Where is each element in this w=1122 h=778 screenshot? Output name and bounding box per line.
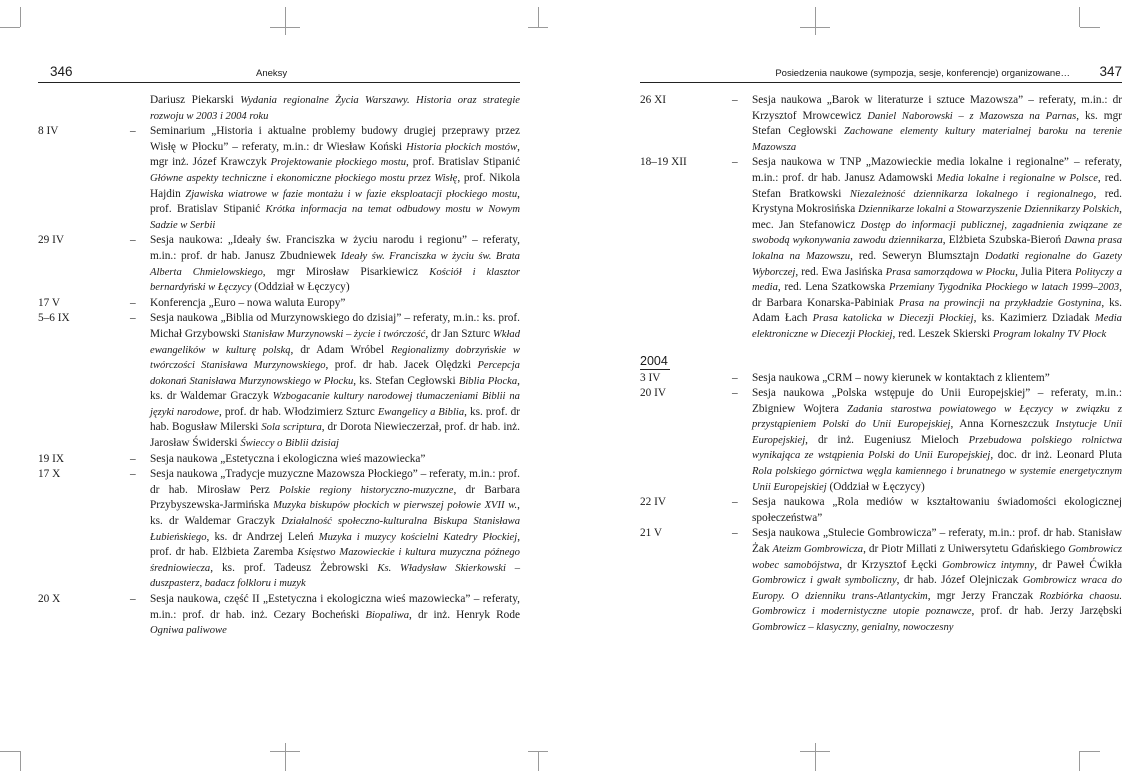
entry-text: Dariusz Piekarski Wydania regionalne Życia Warszawy. Historia oraz strategie rozwoju w 2003 i 2004 roku	[150, 94, 520, 122]
list-item	[640, 526, 1122, 635]
entry-text: Konferencja „Euro – nowa waluta Europy”	[150, 296, 346, 309]
paper-title: Prasa samorządowa w Płocku	[885, 266, 1016, 278]
list-item	[38, 592, 520, 639]
crop-mark	[20, 751, 21, 771]
entry-text: Sesja naukowa „Tradycje muzyczne Mazowsza Płockiego” – referaty, m.in.: prof. dr hab. Mirosław Perz Polskie regiony historyczno-muzyczne, dr Barbara Przybyszewska-Jarmińska Muzyka biskupów płockich w pierwszej połowie XVII w., ks. dr Waldemar Graczyk Działalność społeczno-kulturalna Biskupa Stanisława Łubieńskiego, ks. dr Andrzej Leleń Muzyka i muzycy kościelni Katedry Płockiej, prof. dr hab. Elżbieta Zaremba Księstwo Mazowieckie i kultura muzyczna późnego średniowiecza, ks. prof. Tadeusz Żebrowski Ks. Władysław Skierkowski – duszpasterz, badacz folkloru i muzyk	[150, 468, 521, 590]
paper-title: Gombrowicz wobec samobójstwa	[752, 544, 1122, 571]
paper-title: Gombrowicz intymny	[942, 559, 1035, 571]
entry-date: 21 V	[640, 527, 663, 540]
paper-title: Rola polskiego górnictwa węgla kamiennego i brunatnego w systemie energetycznym Unii Europejskiej	[752, 466, 1122, 493]
list-item	[38, 467, 520, 592]
paper-title: Rozbiórka chaosu. Gombrowicz i modernistyczne utopie poznawcze	[752, 590, 1122, 618]
running-head-text: Posiedzenia naukowe (sympozja, sesje, konferencje) organizowane…	[775, 68, 1070, 79]
paper-title: Biopaliwa	[365, 609, 410, 621]
paper-title: Polskie regiony historyczno-muzyczne	[279, 484, 454, 496]
list-item	[38, 93, 520, 124]
entry-dash: –	[130, 468, 136, 481]
entry-date: 5–6 IX	[38, 312, 70, 325]
paper-title: Daniel Naborowski – z Mazowsza na Parnas	[867, 110, 1077, 122]
crop-mark	[528, 27, 548, 28]
entry-text: Sesja naukowa „Biblia od Murzynowskiego do dzisiaj” – referaty, m.in.: ks. prof. Michał Grzybowski Stanisław Murzynowski – życie i twórczość, dr Jan Szturc Wkład ewangelików w kulturę polską, dr Adam Wróbel Regionalizmy dobrzyńskie w twórczości Stanisława Murzynowskiego, prof. dr hab. Jacek Olędzki Percepcja dokonań Stanisława Murzynowskiego w Płocku, ks. Stefan Cegłowski Biblia Płocka, ks. dr Waldemar Graczyk Wzbogacanie kultury narodowej tłumaczeniami Biblii na języki narodowe, prof. dr hab. Włodzimierz Szturc Ewangelicy a Biblia, ks. prof. dr hab. Bogusław Milerski Sola scriptura, dr Dorota Niewieczerzał, prof. dr hab. inż. Jarosław Świderski Świeccy o Biblii dzisiaj	[150, 312, 520, 450]
entry-dash: –	[732, 156, 738, 169]
entry-dash: –	[732, 527, 738, 540]
list-item	[640, 155, 1122, 342]
entry-text: Sesja naukowa „Stulecie Gombrowicza” – referaty, m.in.: prof. dr hab. Stanisław Żak Ateizm Gombrowicza, dr Piotr Millati z Uniwersytetu Gdańskiego Gombrowicz wobec samobójstwa, dr Krzysztof Łęcki Gombrowicz intymny, dr Paweł Ćwikła Gombrowicz i gwałt symboliczny, dr hab. Józef Olejniczak Gombrowicz wraca do Europy. O dzienniku trans-Atlantyckim, mgr Jerzy Franczak Rozbiórka chaosu. Gombrowicz i modernistyczne utopie poznawcze, prof. dr hab. Jerzy Jarzębski Gombrowicz – klasyczny, genialny, nowoczesny	[752, 527, 1122, 633]
entry-text: Sesja naukowa „Rola mediów w kształtowaniu świadomości ekologicznej społeczeństwa”	[752, 496, 1122, 524]
list-item	[38, 311, 520, 451]
entry-dash: –	[732, 94, 738, 106]
crop-mark	[285, 7, 286, 35]
paper-title: Zachowane elementy kultury materialnej baroku na terenie Mazowsza	[752, 126, 1122, 153]
entry-date: 17 X	[38, 468, 61, 481]
entry-list	[640, 93, 1122, 343]
paper-title: Prasa katolicka w Diecezji Płockiej	[812, 313, 974, 325]
paper-title: Główne aspekty techniczne i ekonomiczne płockiego mostu przez Wisłę	[150, 172, 458, 184]
paper-title: Prasa na prowincji na przykładzie Gostynina	[898, 297, 1102, 309]
entry-date: 18–19 XII	[640, 156, 687, 169]
entry-dash: –	[130, 452, 136, 465]
entry-text: Sesja naukowa, część II „Estetyczna i ekologiczna wieś mazowiecka” – referaty, m.in.: prof. dr hab. inż. Cezary Bocheński Biopaliwa, dr inż. Henryk Rode Ogniwa paliwowe	[150, 593, 520, 637]
paper-title: Dawna prasa lokalna na Mazowszu	[752, 235, 1122, 262]
paper-title: Regionalizmy dobrzyńskie w twórczości Stanisława Murzynowskiego	[150, 344, 520, 372]
paper-title: Media lokalne i regionalne w Polsce	[936, 172, 1098, 184]
paper-title: Zjawiska wiatrowe w fazie montażu i w fazie eksploatacji płockiego mostu	[185, 188, 518, 200]
entry-date: 20 X	[38, 593, 61, 605]
entry-date: 20 IV	[640, 387, 667, 400]
paper-title: Ewangelicy a Biblia	[377, 406, 465, 418]
paper-title: Świeccy o Biblii dzisiaj	[240, 438, 339, 450]
paper-title: Program lokalny TV Płock	[992, 328, 1107, 340]
entry-date: 19 IX	[38, 452, 65, 465]
entry-date: 22 IV	[640, 496, 667, 509]
entry-date: 8 IV	[38, 125, 59, 138]
paper-title: Stanisław Murzynowski – życie i twórczość	[242, 328, 426, 340]
list-item	[38, 124, 520, 233]
page-number: 347	[1099, 64, 1122, 79]
entry-dash: –	[732, 387, 738, 400]
entry-list	[640, 371, 1122, 636]
list-item	[38, 233, 520, 295]
paper-title: Gombrowicz i gwałt symboliczny	[752, 575, 897, 587]
crop-mark	[538, 7, 539, 27]
entry-dash: –	[130, 234, 136, 247]
page-left	[38, 66, 520, 756]
paper-title: Polityczy a media	[752, 266, 1122, 294]
paper-title: Media elektroniczne w Diecezji Płockiej	[752, 313, 1122, 340]
list-item	[38, 452, 520, 468]
paper-title: Przemiany Tygodnika Płockiego w latach 1999–2003	[889, 282, 1120, 294]
paper-title: Projektowanie płockiego mostu	[270, 157, 406, 169]
paper-title: Krótka informacja na temat odbudowy mostu w Nowym Sadzie w Serbii	[150, 204, 521, 231]
paper-title: Księstwo Mazowieckie i kultura muzyczna późnego średniowiecza	[150, 547, 520, 574]
running-header	[640, 66, 1122, 83]
paper-title: Instytucje Unii Europejskiej	[752, 419, 1122, 446]
paper-title: Sola scriptura	[261, 422, 322, 434]
crop-mark	[815, 7, 816, 35]
paper-title: Gombrowicz – klasyczny, genialny, nowoczesny	[752, 622, 954, 633]
paper-title: Muzyka i muzycy kościelni Katedry Płockiej	[318, 531, 518, 543]
paper-title: Zadania starostwa powiatowego w Łęczycy w związku z przystąpieniem Polski do Unii Europejskiej	[752, 403, 1122, 431]
entry-dash: –	[732, 371, 738, 384]
crop-mark	[0, 751, 20, 752]
crop-mark	[1079, 7, 1080, 27]
crop-mark	[1080, 27, 1100, 28]
entry-list-right	[640, 93, 1122, 636]
page-number: 346	[50, 64, 73, 79]
paper-title: Wkład ewangelików w kulturę polską	[150, 328, 520, 356]
entry-text: Sesja naukowa w TNP „Mazowieckie media lokalne i regionalne” – referaty, m.in.: prof. dr hab. Janusz Adamowski Media lokalne i regionalne w Polsce, red. Stefan Bratkowski Niezależność dziennikarza lokalnego i regionalnego, red. Krystyna Mokrosińska Dziennikarze lokalni a Stowarzyszenie Dziennikarzy Polskich, mec. Jan Stefanowicz Dostęp do informacji publicznej, zagadnienia związane ze swobodą wykonywania zawodu dziennikarza, Elżbieta Szubska-Bieroń Dawna prasa lokalna na Mazowszu, red. Seweryn Blumsztajn Dodatki regionalne do Gazety Wyborczej, red. Ewa Jasińska Prasa samorządowa w Płocku, Julia Pitera Polityczy a media, red. Lena Szatkowska Przemiany Tygodnika Płockiego w latach 1999–2003, dr Barbara Konarska-Pabiniak Prasa na prowincji na przykładzie Gostynina, ks. Adam Łach Prasa katolicka w Diecezji Płockiej, ks. Kazimierz Dziadak Media elektroniczne w Diecezji Płockiej, red. Leszek Skierski Program lokalny TV Płock	[752, 156, 1122, 340]
paper-title: Muzyka biskupów płockich w pierwszej połowie XVII w.	[273, 500, 518, 512]
paper-title: Percepcja dokonań Stanisława Murzynowskiego w Płocku	[150, 360, 520, 387]
list-item	[38, 296, 520, 312]
entry-date: 3 IV	[640, 371, 661, 384]
list-item	[640, 386, 1122, 495]
paper-title: Ideały św. Franciszka w życiu św. Brata Alberta Chmielowskiego	[150, 250, 520, 278]
running-head-text: Aneksy	[256, 68, 288, 79]
crop-mark	[538, 751, 539, 771]
entry-text: Seminarium „Historia i aktualne problemy budowy drugiej przeprawy przez Wisłę w Płocku” – referaty, m.in.: dr Wiesław Koński Historia płockich mostów, mgr inż. Józef Krawczyk Projektowanie płockiego mostu, prof. Bratislav Stipanić Główne aspekty techniczne i ekonomiczne płockiego mostu przez Wisłę, prof. Nikola Hajdin Zjawiska wiatrowe w fazie montażu i w fazie eksploatacji płockiego mostu, prof. Bratislav Stipanić Krótka informacja na temat odbudowy mostu w Nowym Sadzie w Serbii	[150, 125, 521, 231]
paper-title: Biblia Płocka	[458, 375, 518, 387]
paper-title: Przebudowa polskiego rolnictwa wynikająca ze wstąpienia Polski do Unii Europejskiej	[752, 434, 1122, 462]
paper-title: Wzbogacanie kultury narodowej tłumaczeniami Biblii na języki narodowe	[150, 391, 520, 418]
paper-title: Ogniwa paliwowe	[150, 625, 227, 637]
paper-title: Ks. Władysław Skierkowski – duszpasterz, badacz folkloru i muzyk	[150, 562, 521, 590]
entry-dash: –	[130, 296, 136, 309]
entry-text: Sesja naukowa „Estetyczna i ekologiczna wieś mazowiecka”	[150, 452, 426, 465]
paper-title: Dziennikarze lokalni a Stowarzyszenie Dziennikarzy Polskich	[858, 204, 1120, 216]
entry-date: 17 V	[38, 296, 61, 309]
paper-title: Gombrowicz wraca do Europy. O dzienniku trans-Atlantyckim	[752, 575, 1122, 602]
crop-mark	[20, 7, 21, 27]
entry-dash: –	[130, 125, 136, 138]
list-item	[640, 495, 1122, 526]
entry-text: Sesja naukowa „CRM – nowy kierunek w kontaktach z klientem”	[752, 371, 1050, 384]
running-header	[38, 66, 520, 83]
list-item	[640, 93, 1122, 155]
paper-title: Kościół i klasztor bernardyński w Łęczycy	[150, 266, 521, 294]
paper-title: Historia płockich mostów	[406, 141, 518, 153]
paper-title: Wydania regionalne Życia Warszawy. Historia oraz strategie rozwoju w 2003 i 2004 roku	[150, 95, 520, 122]
paper-title: Dostęp do informacji publicznej, zagadnienia związane ze swobodą wykonywania zawodu dziennikarza	[752, 219, 1122, 247]
entry-text: Sesja naukowa „Polska wstępuje do Unii Europejskiej” – referaty, m.in.: Zbigniew Wojtera Zadania starostwa powiatowego w Łęczycy w związku z przystąpieniem Polski do Unii Europejskiej, Anna Korneszczuk Instytucje Unii Europejskiej, dr inż. Eugeniusz Mieloch Przebudowa polskiego rolnictwa wynikająca ze wstąpienia Polski do Unii Europejskiej, doc. dr inż. Leonard Pluta Rola polskiego górnictwa węgla kamiennego i brunatnego w systemie energetycznym Unii Europejskiej (Oddział w Łęczycy)	[752, 387, 1122, 493]
entry-date: 29 IV	[38, 234, 65, 247]
entry-text: Sesja naukowa „Barok w literaturze i sztuce Mazowsza” – referaty, m.in.: dr Krzysztof Mrowcewicz Daniel Naborowski – z Mazowsza na Parnas, ks. mgr Stefan Cegłowski Zachowane elementy kultury materialnej baroku na terenie Mazowsza	[752, 94, 1122, 153]
page-right	[640, 66, 1122, 756]
entry-dash: –	[130, 593, 136, 605]
crop-mark	[0, 27, 20, 28]
paper-title: Działalność społeczno-kulturalna Biskupa Stanisława Łubieńskiego	[150, 516, 520, 543]
entry-text: Sesja naukowa: „Ideały św. Franciszka w życiu narodu i regionu” – referaty, m.in.: prof. dr hab. Janusz Zbudniewek Ideały św. Franciszka w życiu św. Brata Alberta Chmielowskiego, mgr Mirosław Pisarkiewicz Kościół i klasztor bernardyński w Łęczycy (Oddział w Łęczycy)	[150, 234, 521, 294]
year-heading: 2004	[640, 354, 670, 370]
entry-dash: –	[130, 312, 136, 325]
paper-title: Niezależność dziennikarza lokalnego i regionalnego	[849, 188, 1094, 200]
paper-title: Dodatki regionalne do Gazety Wyborczej	[752, 250, 1122, 278]
entry-list	[38, 93, 520, 639]
entry-dash: –	[732, 496, 738, 509]
paper-title: Ateizm Gombrowicza	[772, 544, 864, 556]
entry-date: 26 XI	[640, 94, 667, 106]
list-item	[640, 371, 1122, 387]
